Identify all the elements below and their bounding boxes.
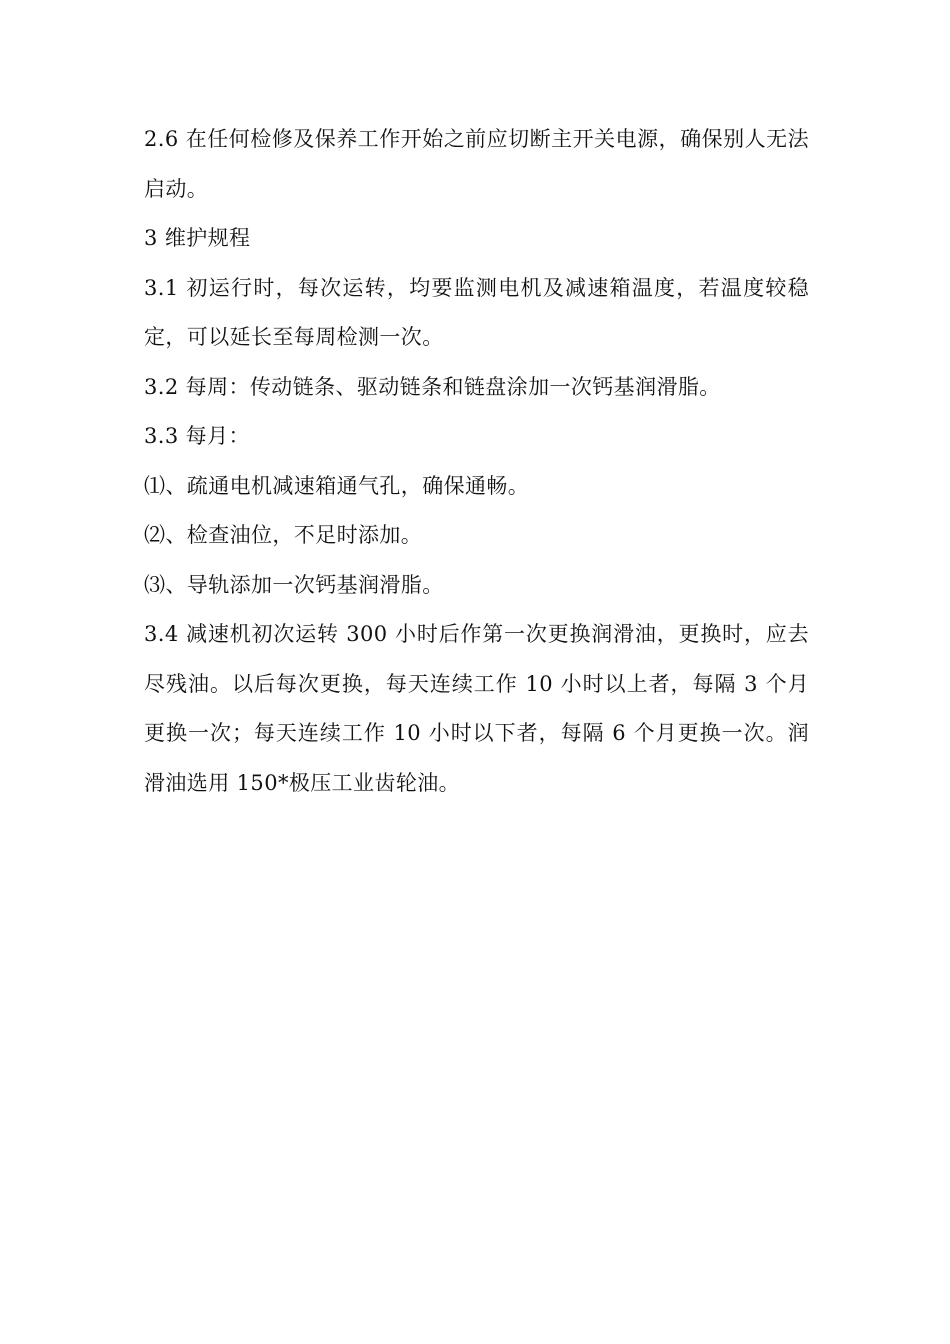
paragraph-3-4: 3.4 减速机初次运转 300 小时后作第一次更换润滑油，更换时，应去尽残油。以后每次更换，每天连续工作 10 小时以上者，每隔 3 个月更换一次；每天连续工作 10 小时以下者，每隔 6 个月更换一次。润滑油选用 150*极压工业齿轮油。 xyxy=(144,622,809,795)
paragraph-3-1: 3.1 初运行时，每次运转，均要监测电机及减速箱温度，若温度较稳定，可以延长至每周检测一次。 xyxy=(144,275,809,349)
document-body xyxy=(144,115,809,808)
list-item-2: ⑵、检查油位，不足时添加。 xyxy=(144,523,423,547)
list-item-3: ⑶、导轨添加一次钙基润滑脂。 xyxy=(144,572,444,597)
paragraph-2-6: 2.6 在任何检修及保养工作开始之前应切断主开关电源，确保别人无法启动。 xyxy=(144,127,809,201)
list-item-1: ⑴、疏通电机减速箱通气孔，确保通畅。 xyxy=(144,473,530,498)
paragraph-3-2: 3.2 每周：传动链条、驱动链条和链盘涂加一次钙基润滑脂。 xyxy=(144,374,721,399)
section-heading-3: 3 维护规程 xyxy=(144,226,251,250)
paragraph-3-3: 3.3 每月： xyxy=(144,424,250,448)
